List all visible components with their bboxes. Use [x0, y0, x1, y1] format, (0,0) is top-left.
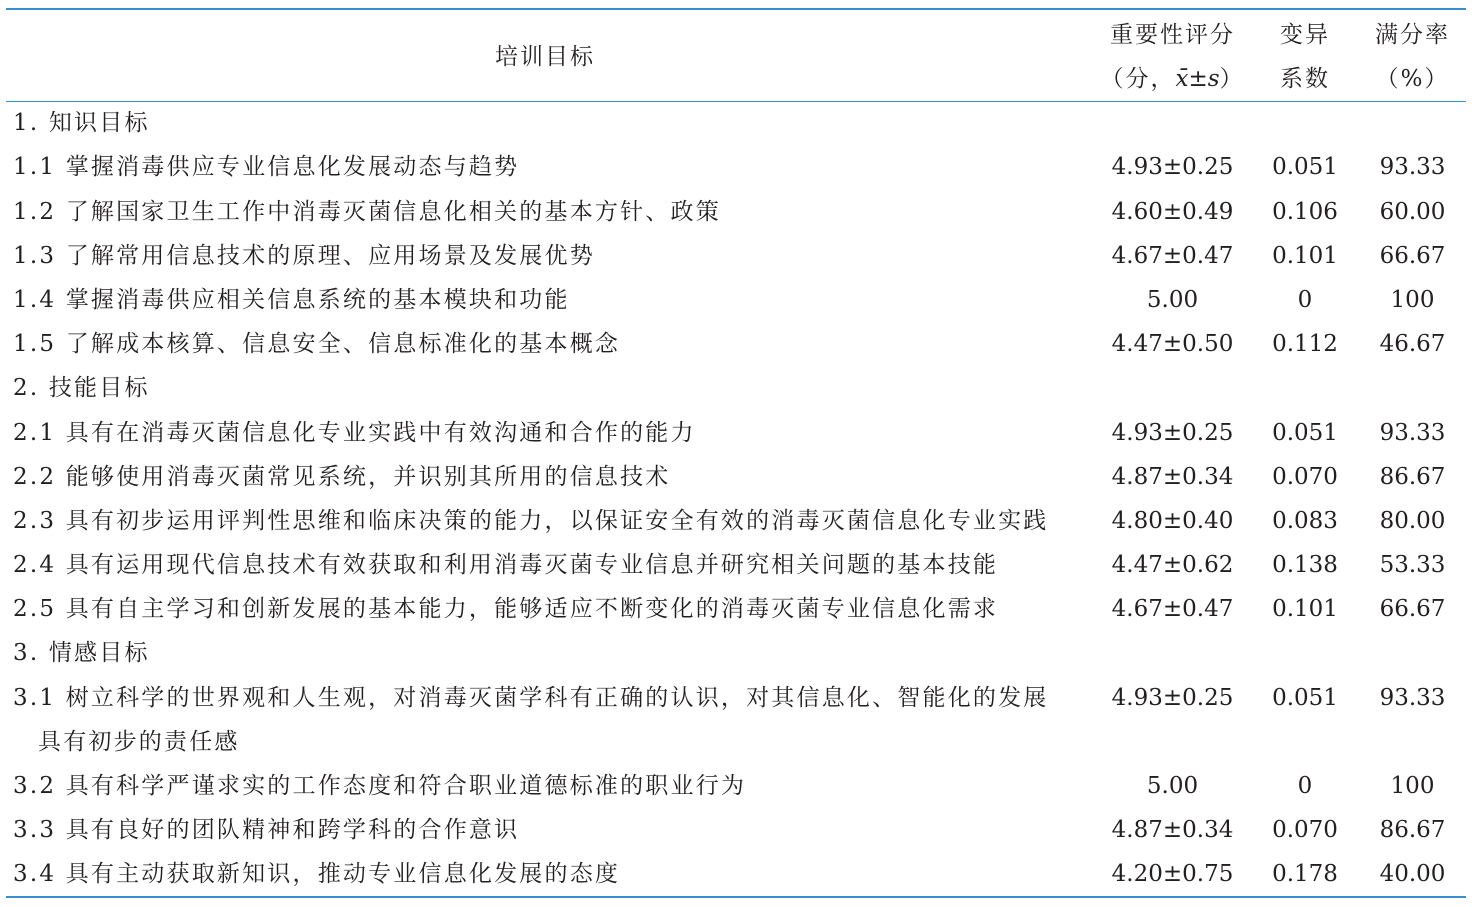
table-row — [0, 329, 1475, 373]
row-importance-score: 4.93±0.25 — [1111, 685, 1234, 711]
row-full-score-rate: 53.33 — [1379, 552, 1446, 578]
row-variation-coefficient: 0.178 — [1272, 861, 1338, 887]
row-importance-score: 4.67±0.47 — [1111, 596, 1234, 622]
row-full-score-rate: 80.00 — [1379, 508, 1446, 534]
header-full-score-rate: 满分率 — [1375, 22, 1450, 48]
row-full-score-rate: 66.67 — [1379, 243, 1446, 269]
row-target-label: 1.3 了解常用信息技术的原理、应用场景及发展优势 — [13, 243, 595, 269]
table-row — [0, 638, 1475, 682]
header-score-unit-post: ） — [1219, 66, 1245, 92]
header-coefficient: 系数 — [1280, 66, 1330, 92]
row-importance-score: 4.20±0.75 — [1111, 861, 1234, 887]
row-importance-score: 4.80±0.40 — [1111, 508, 1234, 534]
row-target-label: 2. 技能目标 — [13, 375, 150, 401]
row-variation-coefficient: 0 — [1297, 773, 1313, 799]
row-target-label: 2.1 具有在消毒灭菌信息化专业实践中有效沟通和合作的能力 — [13, 420, 696, 446]
table-row — [0, 683, 1475, 727]
row-target-label: 1.4 掌握消毒供应相关信息系统的基本模块和功能 — [13, 287, 570, 313]
row-target-label: 2.2 能够使用消毒灭菌常见系统，并识别其所用的信息技术 — [13, 464, 671, 490]
row-variation-coefficient: 0.106 — [1272, 199, 1338, 225]
row-variation-coefficient: 0.101 — [1272, 243, 1338, 269]
row-target-label: 1.2 了解国家卫生工作中消毒灭菌信息化相关的基本方针、政策 — [13, 199, 721, 225]
table-row — [0, 108, 1475, 152]
row-variation-coefficient: 0.083 — [1272, 508, 1338, 534]
row-variation-coefficient: 0.101 — [1272, 596, 1338, 622]
table-row — [0, 506, 1475, 550]
table-row — [0, 462, 1475, 506]
row-variation-coefficient: 0.051 — [1272, 685, 1338, 711]
row-target-label: 1.1 掌握消毒供应专业信息化发展动态与趋势 — [13, 154, 520, 180]
header-training-target: 培训目标 — [495, 44, 595, 70]
row-variation-coefficient: 0.070 — [1272, 817, 1338, 843]
table-bottom-rule — [6, 896, 1466, 898]
row-full-score-rate: 46.67 — [1379, 331, 1446, 357]
row-variation-coefficient: 0 — [1297, 287, 1313, 313]
header-variation: 变异 — [1280, 22, 1330, 48]
row-importance-score: 4.87±0.34 — [1111, 464, 1234, 490]
row-full-score-rate: 93.33 — [1379, 685, 1446, 711]
header-score-unit-stat: x̄±s — [1175, 66, 1220, 92]
table-row — [0, 771, 1475, 815]
row-full-score-rate: 60.00 — [1379, 199, 1446, 225]
table-row — [0, 197, 1475, 241]
row-full-score-rate: 100 — [1390, 287, 1435, 313]
table-row — [0, 418, 1475, 462]
row-full-score-rate: 86.67 — [1379, 817, 1446, 843]
table-row — [0, 594, 1475, 638]
row-importance-score: 5.00 — [1146, 287, 1199, 313]
table-row — [0, 815, 1475, 859]
row-target-label: 1.5 了解成本核算、信息安全、信息标准化的基本概念 — [13, 331, 621, 357]
row-target-label: 2.4 具有运用现代信息技术有效获取和利用消毒灭菌专业信息并研究相关问题的基本技能 — [13, 552, 999, 578]
row-variation-coefficient: 0.112 — [1272, 331, 1338, 357]
row-target-label: 3.4 具有主动获取新知识，推动专业信息化发展的态度 — [13, 861, 621, 887]
table-row — [0, 373, 1475, 417]
header-bottom-rule — [6, 101, 1466, 102]
row-importance-score: 4.60±0.49 — [1111, 199, 1234, 225]
row-importance-score: 5.00 — [1146, 773, 1199, 799]
header-importance-score: 重要性评分 — [1110, 22, 1235, 48]
row-target-label: 3.1 树立科学的世界观和人生观，对消毒灭菌学科有正确的认识，对其信息化、智能化的发展 — [13, 685, 1049, 711]
row-full-score-rate: 93.33 — [1379, 420, 1446, 446]
header-full-score-rate-unit: （%） — [1375, 66, 1450, 92]
row-full-score-rate: 100 — [1390, 773, 1435, 799]
table-top-rule — [6, 8, 1466, 10]
row-full-score-rate: 93.33 — [1379, 154, 1446, 180]
row-variation-coefficient: 0.138 — [1272, 552, 1338, 578]
table-row — [0, 241, 1475, 285]
header-score-unit-pre: （分， — [1100, 66, 1176, 92]
row-full-score-rate: 86.67 — [1379, 464, 1446, 490]
row-target-label: 1. 知识目标 — [13, 110, 150, 136]
row-full-score-rate: 66.67 — [1379, 596, 1446, 622]
row-target-label: 2.3 具有初步运用评判性思维和临床决策的能力，以保证安全有效的消毒灭菌信息化专业实践 — [13, 508, 1049, 534]
row-importance-score: 4.93±0.25 — [1111, 154, 1234, 180]
row-target-label: 3. 情感目标 — [13, 640, 150, 666]
table-row — [0, 152, 1475, 196]
row-importance-score: 4.87±0.34 — [1111, 817, 1234, 843]
row-importance-score: 4.47±0.62 — [1111, 552, 1234, 578]
row-importance-score: 4.67±0.47 — [1111, 243, 1234, 269]
row-target-label: 具有初步的责任感 — [38, 729, 240, 755]
table-row — [0, 550, 1475, 594]
header-importance-score-unit — [1090, 64, 1255, 94]
table-row — [0, 727, 1475, 771]
table-row — [0, 285, 1475, 329]
row-variation-coefficient: 0.051 — [1272, 154, 1338, 180]
row-target-label: 3.3 具有良好的团队精神和跨学科的合作意识 — [13, 817, 520, 843]
row-importance-score: 4.47±0.50 — [1111, 331, 1234, 357]
row-full-score-rate: 40.00 — [1379, 861, 1446, 887]
row-variation-coefficient: 0.070 — [1272, 464, 1338, 490]
row-target-label: 3.2 具有科学严谨求实的工作态度和符合职业道德标准的职业行为 — [13, 773, 747, 799]
row-variation-coefficient: 0.051 — [1272, 420, 1338, 446]
row-importance-score: 4.93±0.25 — [1111, 420, 1234, 446]
row-target-label: 2.5 具有自主学习和创新发展的基本能力，能够适应不断变化的消毒灭菌专业信息化需求 — [13, 596, 999, 622]
